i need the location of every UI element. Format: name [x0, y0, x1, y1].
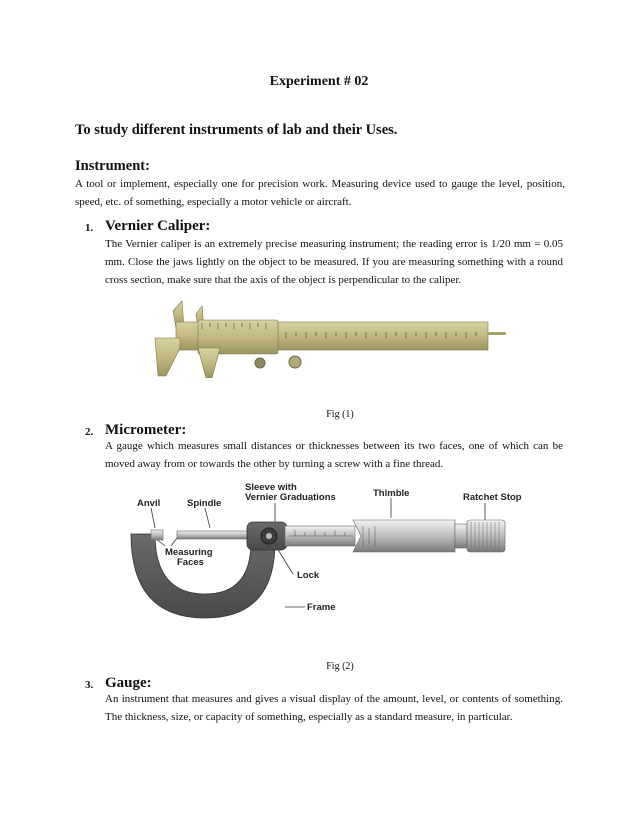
- section-number: 1.: [85, 222, 94, 234]
- page-title: Experiment # 02: [269, 74, 369, 89]
- label-ratchet-stop: Ratchet Stop: [463, 492, 522, 503]
- figure-caption-1: Fig (1): [326, 409, 354, 420]
- vernier-caliper-image: [140, 298, 515, 378]
- micrometer-image: [125, 478, 545, 628]
- instrument-heading: Instrument:: [75, 158, 150, 174]
- label-faces: Faces: [177, 557, 204, 568]
- instrument-definition: A tool or implement, especially one for precision work. Measuring device used to gauge the level, position, speed, etc. of something, especially a motor vehicle or aircraft.: [75, 178, 565, 208]
- label-sleeve-2: Vernier Graduations: [245, 492, 336, 503]
- label-anvil: Anvil: [137, 498, 161, 509]
- label-lock: Lock: [297, 570, 320, 581]
- section-text-vernier: The Vernier caliper is an extremely precise measuring instrument; the reading error is 1/20 mm = 0.05 mm. Close the jaws lightly on the object to be measured. If you are measuring something with a round cross section, make sure that the axis of the object is perpendicular to the caliper.: [105, 238, 563, 286]
- section-text-micrometer: A gauge which measures small distances or thicknesses between its two faces, one of which can be moved away from or towards the other by turning a screw with a fine thread.: [105, 440, 563, 470]
- section-number: 2.: [85, 426, 94, 438]
- label-frame: Frame: [307, 602, 336, 613]
- aim-heading: To study different instruments of lab and their Uses.: [75, 122, 398, 138]
- section-number: 3.: [85, 679, 94, 691]
- section-title-gauge: Gauge:: [105, 675, 152, 691]
- section-title-micrometer: Micrometer:: [105, 422, 187, 438]
- figure-caption-2: Fig (2): [326, 661, 354, 672]
- section-title-vernier: Vernier Caliper:: [105, 218, 211, 234]
- label-measuring: Measuring: [165, 547, 213, 558]
- label-sleeve: Sleeve with: [245, 482, 297, 493]
- section-text-gauge: An instrument that measures and gives a visual display of the amount, level, or contents of something. The thickness, size, or capacity of something, especially as a standard measure, in particular.: [105, 693, 563, 723]
- label-thimble: Thimble: [373, 488, 410, 499]
- label-spindle: Spindle: [187, 498, 222, 509]
